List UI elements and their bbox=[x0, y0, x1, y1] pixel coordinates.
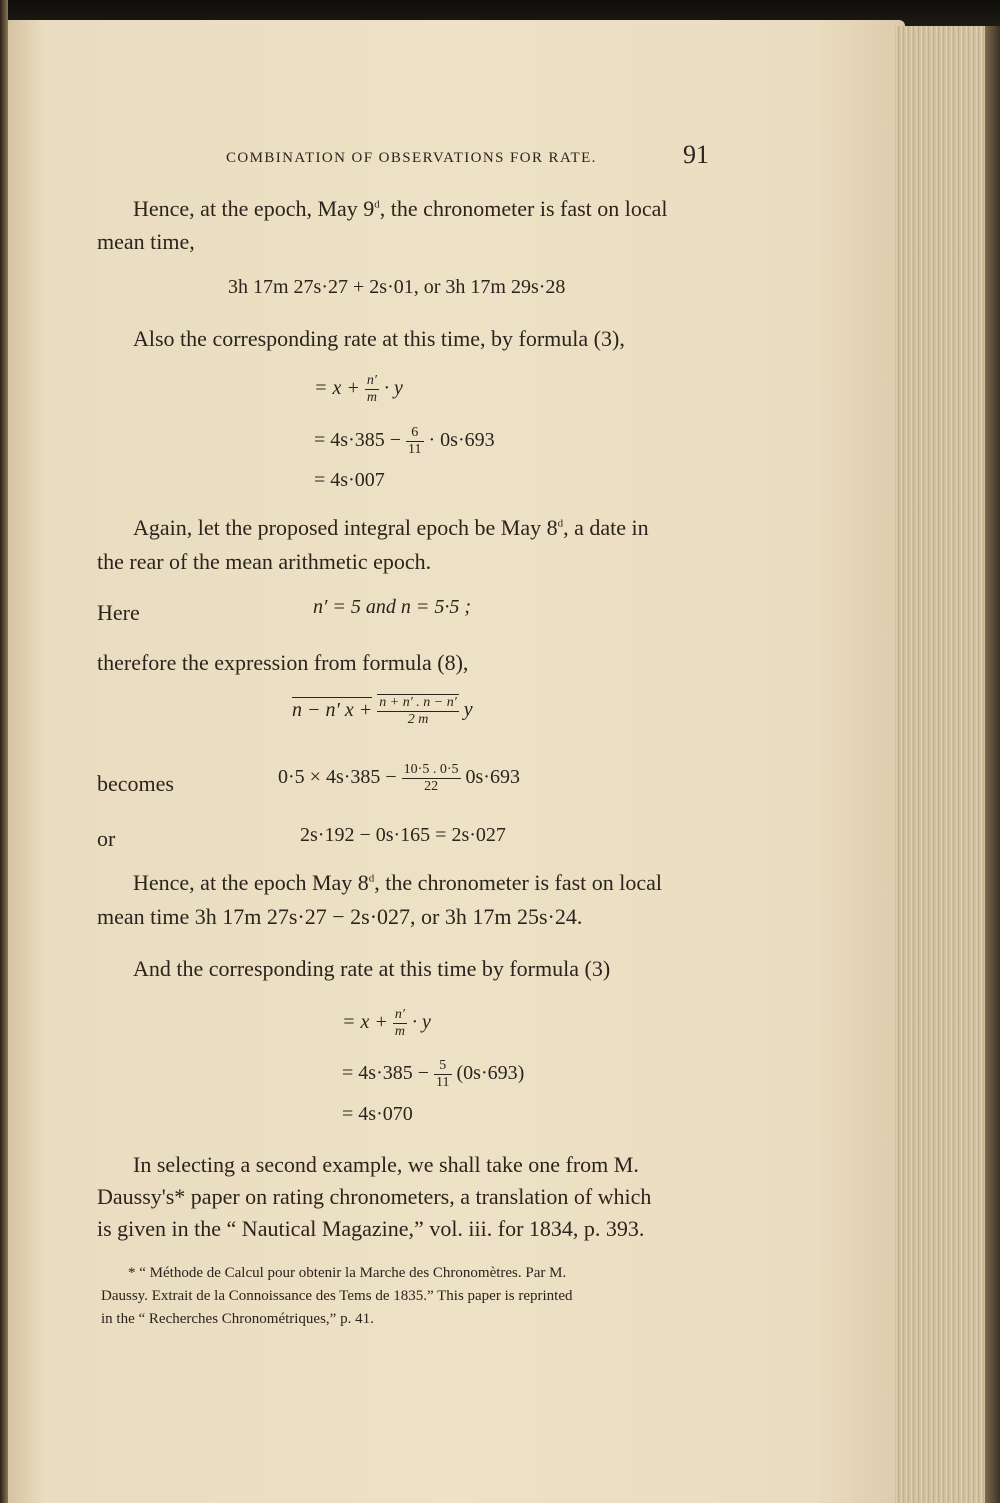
eq-prefix: = 4s·385 − bbox=[314, 429, 402, 452]
text: , the chronometer is fast on local bbox=[374, 870, 663, 895]
book-cover-edge bbox=[985, 26, 1000, 1503]
becomes-label: becomes bbox=[97, 771, 174, 796]
fraction bbox=[434, 1058, 451, 1091]
paragraph-2: Also the corresponding rate at this time, by formula (3), bbox=[133, 326, 625, 351]
denominator: m bbox=[366, 390, 377, 405]
or-label: or bbox=[97, 826, 116, 851]
eq-prefix: = x + bbox=[314, 377, 360, 400]
paragraph-4: therefore the expression from formula (8), bbox=[97, 650, 469, 675]
text: Again, let the proposed integral epoch be May 8 bbox=[133, 515, 558, 540]
rate-equation-1a bbox=[314, 373, 403, 406]
footnote-line-3: in the “ Recherches Chronométriques,” p. 41. bbox=[101, 1311, 374, 1327]
page-number: 91 bbox=[683, 140, 709, 169]
paragraph-7-line-1: In selecting a second example, we shall take one from M. bbox=[133, 1152, 639, 1177]
eq-suffix: · 0s·693 bbox=[428, 429, 495, 452]
time-expression: 3h 17m 27s·27 + 2s·01, or 3h 17m 29s·28 bbox=[228, 276, 566, 298]
here-label: Here bbox=[97, 600, 140, 625]
text: Hence, at the epoch, May 9 bbox=[133, 196, 375, 221]
eq-prefix: 0·5 × 4s·385 − bbox=[278, 766, 397, 789]
left-page-edge bbox=[0, 0, 8, 1503]
running-title: COMBINATION OF OBSERVATIONS FOR RATE. bbox=[226, 150, 597, 166]
fraction bbox=[402, 762, 461, 795]
footnote-line-2: Daussy. Extrait de la Connoissance des Tems de 1835.” This paper is reprinted bbox=[101, 1288, 573, 1304]
paragraph-7-line-2: Daussy's* paper on rating chronometers, a translation of which bbox=[97, 1184, 652, 1209]
superscript: d bbox=[374, 198, 380, 211]
fraction bbox=[365, 373, 379, 406]
paragraph-6: And the corresponding rate at this time by formula (3) bbox=[133, 956, 611, 981]
paragraph-3-line-1 bbox=[133, 515, 649, 541]
formula-right: y bbox=[463, 698, 473, 721]
denominator: 11 bbox=[436, 1075, 450, 1090]
rate-equation-1b bbox=[314, 425, 495, 458]
text: , the chronometer is fast on local bbox=[379, 196, 668, 221]
denominator: m bbox=[394, 1024, 405, 1039]
paragraph-1-line-2: mean time, bbox=[97, 229, 195, 254]
numerator: 5 bbox=[439, 1058, 447, 1073]
paragraph-3-line-2: the rear of the mean arithmetic epoch. bbox=[97, 549, 432, 574]
numerator: n + n′ . n − n′ bbox=[379, 695, 457, 710]
text: , a date in bbox=[563, 515, 649, 540]
text: Hence, at the epoch May 8 bbox=[133, 870, 369, 895]
denominator: 11 bbox=[408, 442, 422, 457]
numerator: n′ bbox=[366, 373, 377, 388]
paragraph-1-line-1 bbox=[133, 196, 668, 222]
footnote-line-1: * “ Méthode de Calcul pour obtenir la Marche des Chronomètres. Par M. bbox=[128, 1265, 567, 1281]
superscript: d bbox=[557, 517, 564, 530]
denominator: 2 m bbox=[377, 711, 459, 728]
eq-prefix: = x + bbox=[342, 1011, 388, 1034]
numerator: n′ bbox=[394, 1007, 405, 1022]
superscript: d bbox=[368, 872, 375, 885]
numerator: 10·5 . 0·5 bbox=[403, 762, 459, 777]
or-expression: 2s·192 − 0s·165 = 2s·027 bbox=[300, 824, 506, 846]
eq-suffix: · y bbox=[412, 1011, 431, 1034]
paragraph-5-line-2: mean time 3h 17m 27s·27 − 2s·027, or 3h 17m 25s·24. bbox=[97, 904, 583, 929]
fraction bbox=[393, 1007, 407, 1040]
paragraph-7-line-3: is given in the “ Nautical Magazine,” vol. iii. for 1834, p. 393. bbox=[97, 1216, 645, 1241]
numerator: 6 bbox=[411, 425, 419, 440]
eq-prefix: = 4s·385 − bbox=[342, 1062, 430, 1085]
formula-8-expression bbox=[292, 694, 473, 728]
fraction bbox=[377, 694, 459, 728]
eq-suffix: 0s·693 bbox=[465, 766, 520, 789]
rate-equation-2a bbox=[342, 1007, 431, 1040]
rate-equation-2b bbox=[342, 1058, 524, 1091]
eq-suffix: (0s·693) bbox=[456, 1062, 525, 1085]
paragraph-5-line-1 bbox=[133, 870, 662, 896]
formula-left: n − n′ x + bbox=[292, 698, 373, 721]
fraction bbox=[406, 425, 423, 458]
becomes-expression bbox=[278, 762, 520, 795]
here-expression: n′ = 5 and n = 5·5 ; bbox=[313, 596, 472, 618]
rate-equation-1c: = 4s·007 bbox=[314, 469, 385, 491]
rate-equation-2c: = 4s·070 bbox=[342, 1103, 413, 1125]
eq-suffix: · y bbox=[384, 377, 403, 400]
denominator: 22 bbox=[402, 778, 461, 795]
